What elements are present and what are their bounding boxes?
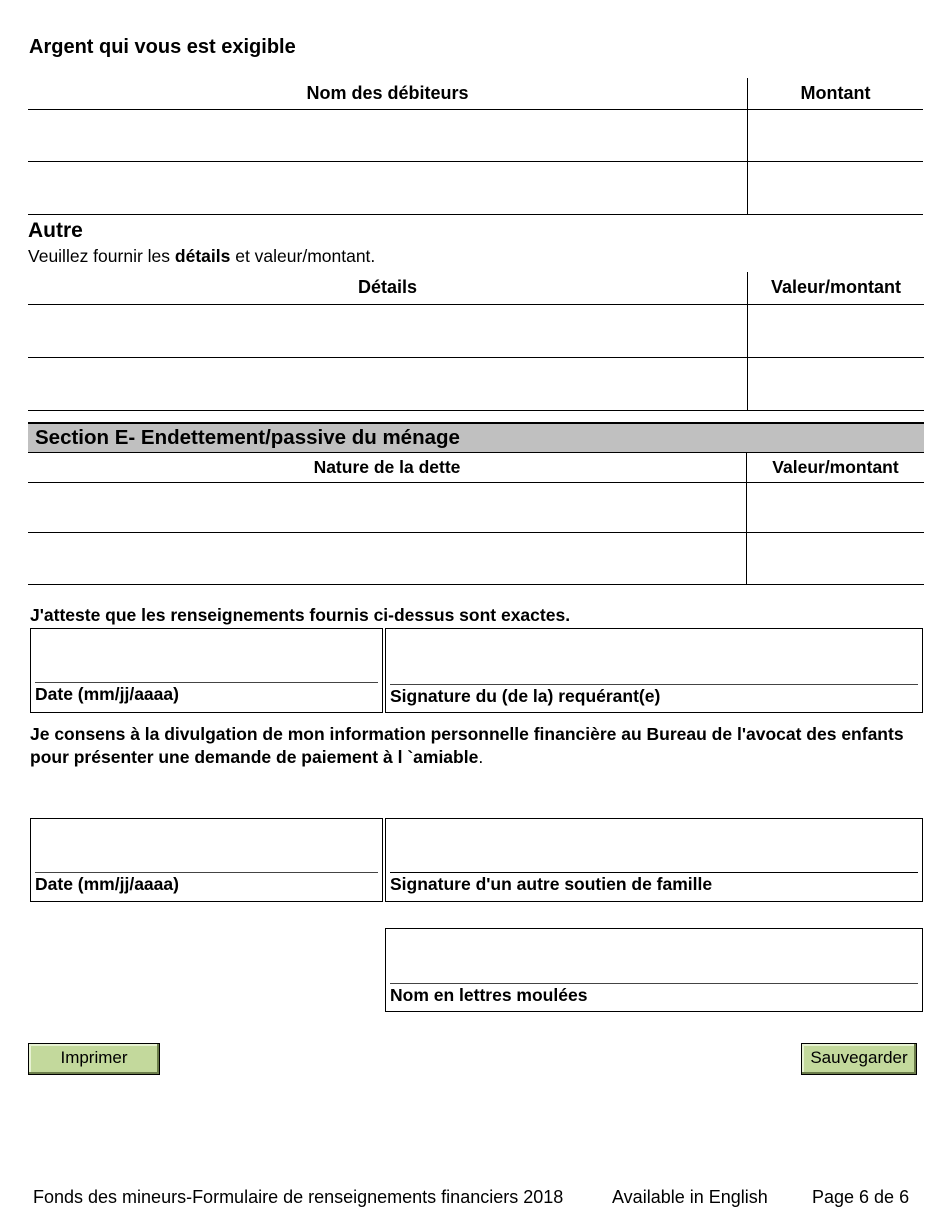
attestation-statement: J'atteste que les renseignements fournis ci-dessus sont exactes.: [30, 605, 571, 625]
footer-form-title: Fonds des mineurs-Formulaire de renseignements financiers 2018: [33, 1187, 564, 1207]
attestation-date-field[interactable]: [30, 628, 383, 713]
print-name-line: [390, 983, 918, 984]
section-e-row-1-nature-field[interactable]: [28, 483, 746, 532]
footer-page-number: Page 6 de 6: [812, 1187, 910, 1207]
receivables-row-2-name-field[interactable]: [28, 162, 747, 214]
consent-signature-line: [390, 872, 918, 873]
attestation-signature-label: Signature du (de la) requérant(e): [390, 686, 661, 706]
section-e-title: Section E- Endettement/passive du ménage: [35, 426, 460, 449]
consent-signature-field[interactable]: [385, 818, 923, 902]
receivables-header-amount: Montant: [800, 83, 871, 103]
other-title: Autre: [28, 219, 83, 242]
other-row-2-details-field[interactable]: [28, 358, 747, 410]
attestation-date-line: [35, 682, 378, 683]
attestation-signature-field[interactable]: [385, 628, 923, 713]
receivables-header-name: Nom des débiteurs: [306, 83, 469, 103]
consent-date-label: Date (mm/jj/aaaa): [35, 874, 179, 894]
section-e-header-value: Valeur/montant: [772, 457, 899, 477]
attestation-date-label: Date (mm/jj/aaaa): [35, 684, 179, 704]
receivables-row-2-amount-field[interactable]: [748, 162, 923, 214]
section-e-row-2-nature-field[interactable]: [28, 533, 746, 584]
consent-text: [30, 723, 910, 769]
attestation-signature-line: [390, 684, 918, 685]
receivables-row-1-amount-field[interactable]: [748, 110, 923, 161]
consent-date-line: [35, 872, 378, 873]
section-e-header-nature: Nature de la dette: [313, 457, 461, 477]
consent-date-field[interactable]: [30, 818, 383, 902]
other-header-value: Valeur/montant: [770, 277, 902, 297]
other-row-1-value-field[interactable]: [748, 305, 924, 357]
receivables-row-1-name-field[interactable]: [28, 110, 747, 161]
consent-text-main: Je consens à la divulgation de mon information personnelle financière au Bureau de l'avocat des enfants pour présenter une demande de paiement à l `amiable: [30, 724, 904, 767]
section-e-row-1-value-field[interactable]: [747, 483, 924, 532]
other-row-2-value-field[interactable]: [748, 358, 924, 410]
section-e-row-2-value-field[interactable]: [747, 533, 924, 584]
other-instruction-bold: détails: [174, 246, 231, 266]
print-name-label: Nom en lettres moulées: [390, 985, 588, 1005]
other-bottom-rule: [28, 410, 924, 411]
section-e-bottom-rule: [28, 584, 924, 585]
receivables-bottom-rule: [28, 214, 923, 215]
consent-signature-label: Signature d'un autre soutien de famille: [390, 874, 713, 894]
other-instruction: [28, 246, 375, 267]
print-name-field[interactable]: [385, 928, 923, 1012]
save-button[interactable]: Sauvegarder: [801, 1043, 917, 1075]
other-row-1-details-field[interactable]: [28, 305, 747, 357]
other-instruction-prefix: Veuillez fournir les: [28, 246, 175, 266]
print-button[interactable]: Imprimer: [28, 1043, 160, 1075]
section-e-header-bar: [28, 422, 924, 453]
other-instruction-suffix: et valeur/montant.: [230, 246, 376, 266]
receivables-title: Argent qui vous est exigible: [29, 36, 296, 58]
other-header-details: Détails: [357, 277, 418, 297]
footer-language-link[interactable]: Available in English: [612, 1187, 768, 1207]
consent-text-period: .: [478, 747, 484, 767]
